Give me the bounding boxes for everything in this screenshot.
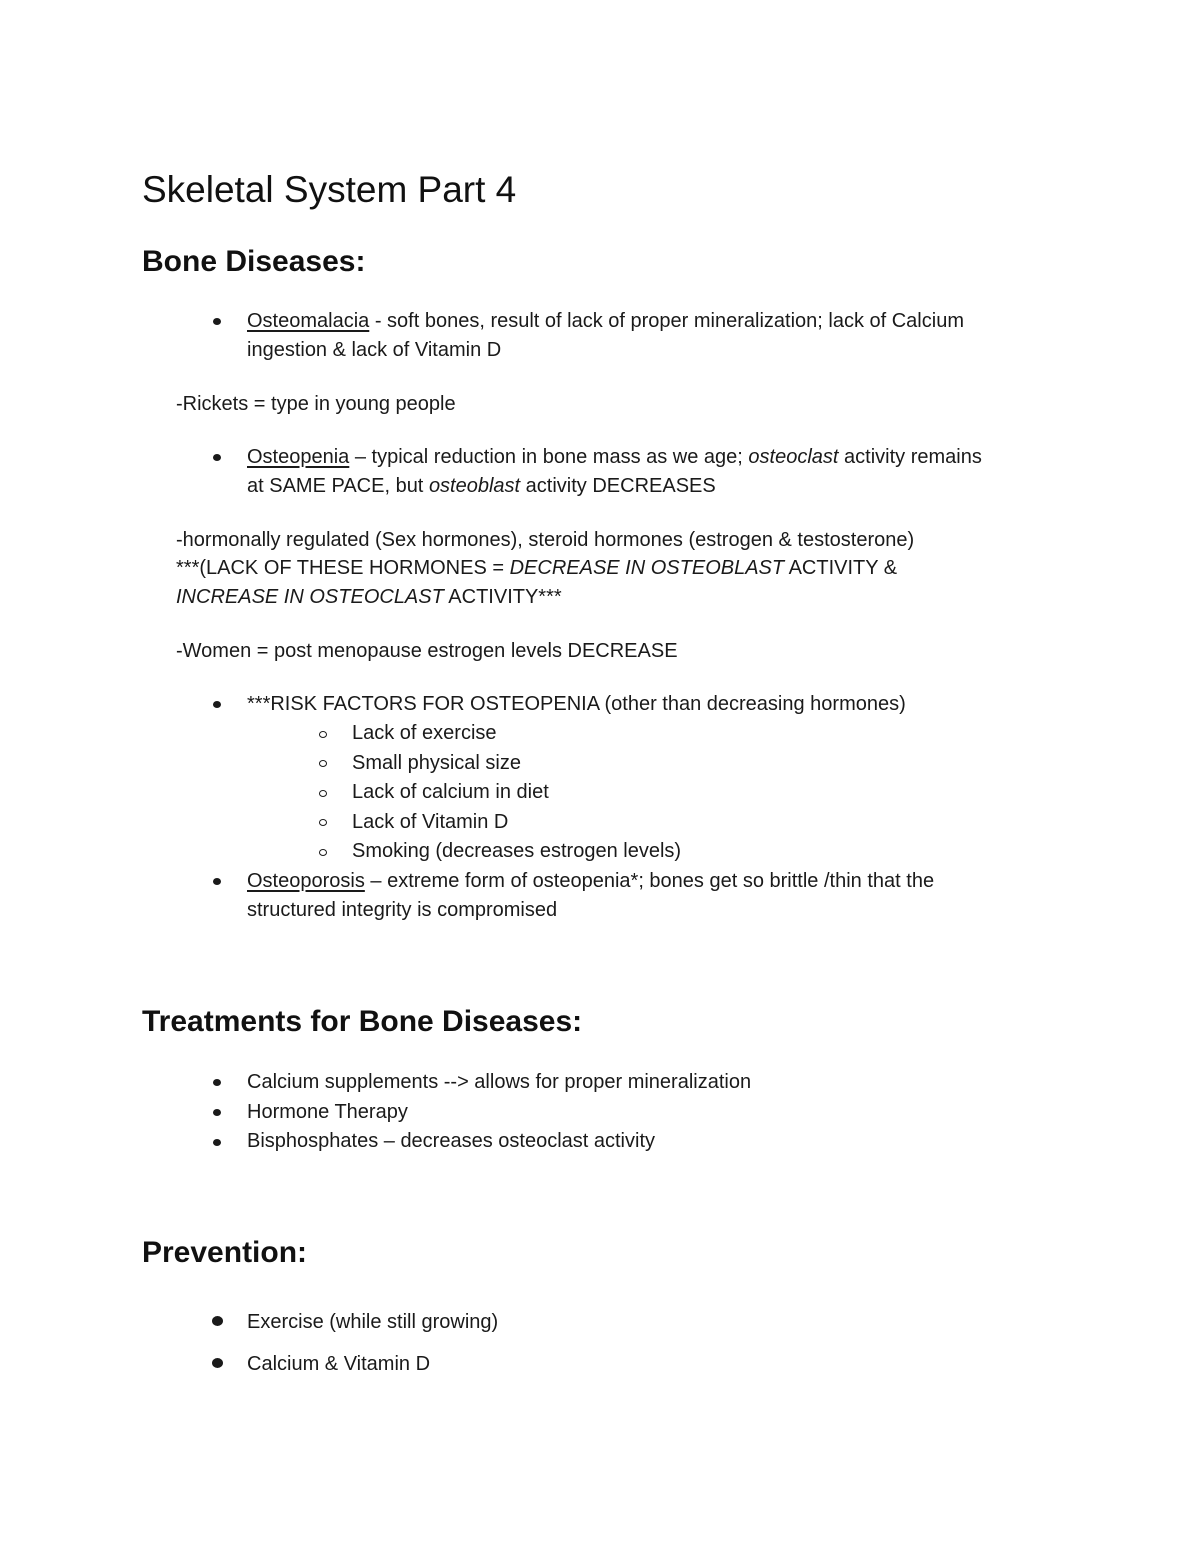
page-title: Skeletal System Part 4 (142, 169, 517, 210)
osteoclast-em: osteoclast (748, 446, 839, 468)
term-osteoporosis: Osteoporosis (247, 870, 365, 892)
osteoporosis-line2: structured integrity is compromised (247, 899, 558, 921)
risk-factor-item: Lack of calcium in diet (352, 781, 549, 803)
heading-prevention: Prevention: (142, 1236, 308, 1269)
sub-bullet-icon (319, 790, 327, 797)
women-note: -Women = post menopause estrogen levels DECREASE (176, 640, 678, 662)
osteopenia-text: activity remains (838, 446, 982, 468)
heading-treatments: Treatments for Bone Diseases: (142, 1005, 583, 1038)
osteomalacia-line2: ingestion & lack of Vitamin D (247, 339, 502, 361)
bullet-icon (212, 1316, 223, 1326)
osteomalacia-line1 (247, 307, 964, 336)
hormonal-line1: -hormonally regulated (Sex hormones), steroid hormones (estrogen & testosterone) (176, 529, 915, 551)
treatment-item: Bisphosphates – decreases osteoclast activity (247, 1130, 655, 1152)
bullet-icon (212, 1358, 223, 1368)
osteopenia-text: – typical reduction in bone mass as we age; (349, 446, 749, 468)
hormonal-line3 (176, 583, 562, 612)
hormonal-em: INCREASE IN OSTEOCLAST (176, 586, 444, 608)
risk-factor-item: Smoking (decreases estrogen levels) (352, 840, 682, 862)
bullet-icon (213, 454, 221, 461)
osteoblast-em: osteoblast (428, 475, 521, 497)
bullet-icon (213, 1079, 221, 1086)
hormonal-text: ACTIVITY*** (443, 586, 562, 608)
treatment-item: Hormone Therapy (247, 1101, 408, 1123)
risk-factor-item: Lack of Vitamin D (352, 811, 509, 833)
osteopenia-line2 (247, 472, 716, 501)
osteopenia-line1 (247, 443, 982, 472)
bullet-icon (213, 878, 221, 885)
heading-bone-diseases: Bone Diseases: (142, 245, 366, 278)
hormonal-text: ACTIVITY & (784, 557, 898, 579)
hormonal-line2 (176, 554, 897, 583)
rickets-note: -Rickets = type in young people (176, 393, 456, 415)
bullet-icon (213, 701, 221, 708)
sub-bullet-icon (319, 760, 327, 767)
osteopenia-text: activity DECREASES (520, 475, 716, 497)
term-osteomalacia: Osteomalacia (247, 310, 370, 332)
osteoporosis-line1 (247, 867, 934, 896)
osteomalacia-text: - soft bones, result of lack of proper mineralization; lack of Calcium (369, 310, 964, 332)
risk-factors-label: ***RISK FACTORS FOR OSTEOPENIA (other than decreasing hormones) (247, 693, 906, 715)
risk-factor-item: Lack of exercise (352, 722, 497, 744)
prevention-item: Calcium & Vitamin D (247, 1353, 431, 1375)
bullet-icon (213, 1109, 221, 1116)
osteopenia-text: at SAME PACE, but (247, 475, 429, 497)
bullet-icon (213, 318, 221, 325)
bullet-icon (213, 1139, 221, 1146)
treatment-item: Calcium supplements --> allows for proper mineralization (247, 1071, 752, 1093)
osteoporosis-text: – extreme form of osteopenia*; bones get so brittle /thin that the (364, 870, 935, 892)
hormonal-text: ***(LACK OF THESE HORMONES = (176, 557, 510, 579)
hormonal-em: DECREASE IN OSTEOBLAST (509, 557, 785, 579)
term-osteopenia: Osteopenia (247, 446, 350, 468)
sub-bullet-icon (319, 819, 327, 826)
sub-bullet-icon (319, 731, 327, 738)
prevention-item: Exercise (while still growing) (247, 1311, 499, 1333)
sub-bullet-icon (319, 849, 327, 856)
risk-factor-item: Small physical size (352, 752, 521, 774)
